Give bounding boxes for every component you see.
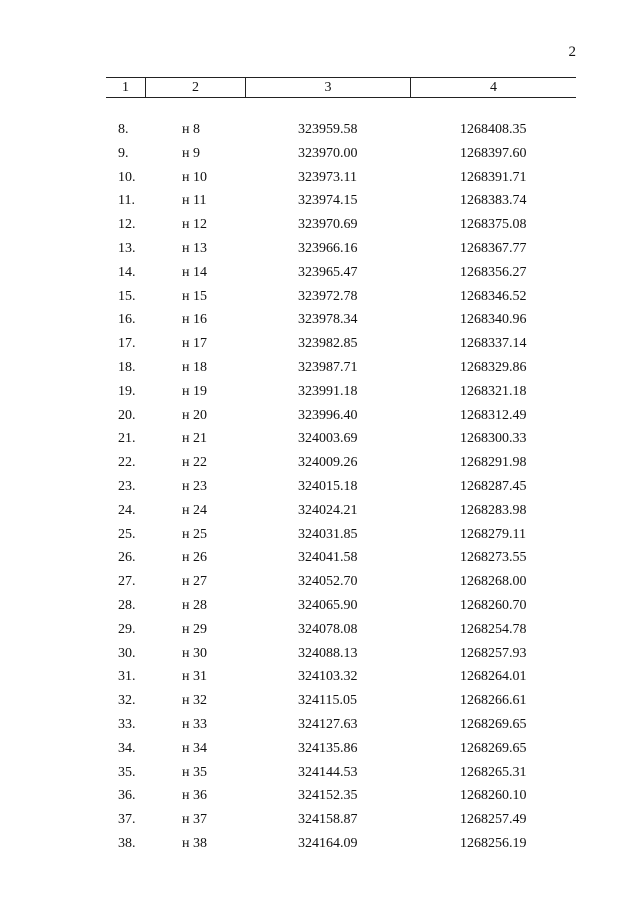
table-row	[0, 570, 640, 594]
coordinate-x: 324078.08	[298, 621, 358, 637]
row-number: 24.	[118, 502, 136, 518]
point-name: н 21	[182, 431, 207, 447]
coordinate-x: 323996.40	[298, 407, 358, 423]
coordinate-y: 1268257.49	[460, 812, 527, 828]
point-name: н 28	[182, 597, 207, 613]
point-name: н 15	[182, 288, 207, 304]
coordinate-y: 1268337.14	[460, 336, 527, 352]
coordinate-x: 324152.35	[298, 788, 358, 804]
point-name: н 20	[182, 407, 207, 423]
coordinate-x: 324127.63	[298, 716, 358, 732]
coordinate-x: 324144.53	[298, 764, 358, 780]
table-row	[0, 285, 640, 309]
coordinate-y: 1268256.19	[460, 835, 527, 851]
row-number: 22.	[118, 455, 136, 471]
coordinate-y: 1268408.35	[460, 122, 527, 137]
row-number: 36.	[118, 788, 136, 804]
point-name: н 33	[182, 716, 207, 732]
row-number: 17.	[118, 336, 136, 352]
point-name: н 12	[182, 217, 207, 233]
coordinate-x: 324103.32	[298, 669, 358, 685]
coordinate-x: 323978.34	[298, 312, 358, 328]
coordinate-y: 1268260.10	[460, 788, 527, 804]
coordinate-x: 323987.71	[298, 359, 358, 375]
header-cell-4: 4	[490, 79, 497, 95]
point-name: н 37	[182, 812, 207, 828]
row-number: 11.	[118, 193, 135, 209]
table-row	[0, 451, 640, 475]
coordinate-x: 323970.69	[298, 217, 358, 233]
table-row	[0, 142, 640, 166]
coordinate-y: 1268273.55	[460, 550, 527, 566]
table-row	[0, 261, 640, 285]
coordinate-y: 1268268.00	[460, 574, 527, 590]
coordinate-x: 323991.18	[298, 383, 358, 399]
point-name: н 35	[182, 764, 207, 780]
row-number: 31.	[118, 669, 136, 685]
row-number: 9.	[118, 145, 129, 161]
row-number: 15.	[118, 288, 136, 304]
table-row	[0, 642, 640, 666]
row-number: 23.	[118, 478, 136, 494]
table-row	[0, 356, 640, 380]
table-row	[0, 308, 640, 332]
coordinate-x: 324135.86	[298, 740, 358, 756]
row-number: 26.	[118, 550, 136, 566]
table-row	[0, 427, 640, 451]
row-number: 35.	[118, 764, 136, 780]
point-name: н 19	[182, 383, 207, 399]
row-number: 25.	[118, 526, 136, 542]
coordinate-x: 324003.69	[298, 431, 358, 447]
coordinate-y: 1268397.60	[460, 145, 527, 161]
coordinate-table-body	[0, 118, 640, 856]
point-name: н 18	[182, 359, 207, 375]
coordinate-x: 323982.85	[298, 336, 358, 352]
table-row	[0, 380, 640, 404]
point-name: н 11	[182, 193, 207, 209]
point-name: н 31	[182, 669, 207, 685]
table-row	[0, 475, 640, 499]
row-number: 14.	[118, 264, 136, 280]
coordinate-x: 324009.26	[298, 455, 358, 471]
table-row	[0, 332, 640, 356]
coordinate-x: 324024.21	[298, 502, 358, 518]
table-row	[0, 784, 640, 808]
row-number: 18.	[118, 359, 136, 375]
point-name: н 8	[182, 122, 200, 137]
table-row	[0, 665, 640, 689]
row-number: 12.	[118, 217, 136, 233]
header-cell-2: 2	[146, 78, 246, 97]
coordinate-x: 323972.78	[298, 288, 358, 304]
coordinate-x: 324041.58	[298, 550, 358, 566]
coordinate-x: 324115.05	[298, 693, 357, 709]
coordinate-y: 1268266.61	[460, 693, 527, 709]
coordinate-y: 1268283.98	[460, 502, 527, 518]
page-number: 2	[568, 44, 576, 60]
coordinate-y: 1268346.52	[460, 288, 527, 304]
table-row	[0, 618, 640, 642]
coordinate-y: 1268375.08	[460, 217, 527, 233]
header-cell-3: 3	[246, 78, 411, 97]
row-number: 16.	[118, 312, 136, 328]
point-name: н 24	[182, 502, 207, 518]
row-number: 13.	[118, 240, 136, 256]
table-row	[0, 546, 640, 570]
coordinate-y: 1268265.31	[460, 764, 527, 780]
row-number: 28.	[118, 597, 136, 613]
coordinate-x: 323965.47	[298, 264, 358, 280]
coordinate-y: 1268383.74	[460, 193, 527, 209]
point-name: н 32	[182, 693, 207, 709]
coordinate-x: 324158.87	[298, 812, 358, 828]
coordinate-y: 1268291.98	[460, 455, 527, 471]
row-number: 37.	[118, 812, 136, 828]
coordinate-x: 324031.85	[298, 526, 358, 542]
coordinate-x: 324088.13	[298, 645, 358, 661]
coordinate-y: 1268340.96	[460, 312, 527, 328]
coordinate-y: 1268356.27	[460, 264, 527, 280]
coordinate-x: 324052.70	[298, 574, 358, 590]
table-row	[0, 237, 640, 261]
coordinate-x: 323973.11	[298, 169, 357, 185]
table-row	[0, 404, 640, 428]
point-name: н 14	[182, 264, 207, 280]
row-number: 19.	[118, 383, 136, 399]
table-row	[0, 737, 640, 761]
coordinate-x: 323966.16	[298, 240, 358, 256]
table-row	[0, 713, 640, 737]
row-number: 8.	[118, 122, 129, 137]
table-row	[0, 808, 640, 832]
row-number: 34.	[118, 740, 136, 756]
point-name: н 29	[182, 621, 207, 637]
table-row	[0, 213, 640, 237]
table-header	[106, 77, 576, 98]
coordinate-x: 323970.00	[298, 145, 358, 161]
coordinate-y: 1268269.65	[460, 740, 527, 756]
coordinate-y: 1268254.78	[460, 621, 527, 637]
coordinate-y: 1268391.71	[460, 169, 527, 185]
table-row	[0, 594, 640, 618]
point-name: н 13	[182, 240, 207, 256]
coordinate-y: 1268287.45	[460, 478, 527, 494]
point-name: н 30	[182, 645, 207, 661]
row-number: 20.	[118, 407, 136, 423]
header-cell-1: 1	[106, 78, 146, 97]
table-row	[0, 832, 640, 856]
row-number: 10.	[118, 169, 136, 185]
table-row	[0, 166, 640, 190]
coordinate-x: 324015.18	[298, 478, 358, 494]
coordinate-y: 1268300.33	[460, 431, 527, 447]
row-number: 33.	[118, 716, 136, 732]
table-row	[0, 499, 640, 523]
coordinate-y: 1268329.86	[460, 359, 527, 375]
row-number: 27.	[118, 574, 136, 590]
row-number: 29.	[118, 621, 136, 637]
point-name: н 27	[182, 574, 207, 590]
point-name: н 9	[182, 145, 200, 161]
coordinate-x: 324065.90	[298, 597, 358, 613]
table-row	[0, 761, 640, 785]
coordinate-y: 1268367.77	[460, 240, 527, 256]
point-name: н 17	[182, 336, 207, 352]
row-number: 32.	[118, 693, 136, 709]
table-row	[0, 118, 640, 142]
coordinate-y: 1268279.11	[460, 526, 526, 542]
point-name: н 16	[182, 312, 207, 328]
coordinate-y: 1268321.18	[460, 383, 527, 399]
coordinate-x: 323974.15	[298, 193, 358, 209]
row-number: 38.	[118, 835, 136, 851]
table-row	[0, 189, 640, 213]
point-name: н 36	[182, 788, 207, 804]
row-number: 21.	[118, 431, 136, 447]
point-name: н 23	[182, 478, 207, 494]
point-name: н 10	[182, 169, 207, 185]
coordinate-y: 1268260.70	[460, 597, 527, 613]
table-row	[0, 523, 640, 547]
coordinate-y: 1268264.01	[460, 669, 527, 685]
coordinate-x: 324164.09	[298, 835, 358, 851]
table-row	[0, 689, 640, 713]
point-name: н 26	[182, 550, 207, 566]
coordinate-y: 1268257.93	[460, 645, 527, 661]
coordinate-x: 323959.58	[298, 122, 358, 137]
row-number: 30.	[118, 645, 136, 661]
point-name: н 22	[182, 455, 207, 471]
point-name: н 38	[182, 835, 207, 851]
point-name: н 25	[182, 526, 207, 542]
coordinate-y: 1268312.49	[460, 407, 527, 423]
point-name: н 34	[182, 740, 207, 756]
coordinate-y: 1268269.65	[460, 716, 527, 732]
